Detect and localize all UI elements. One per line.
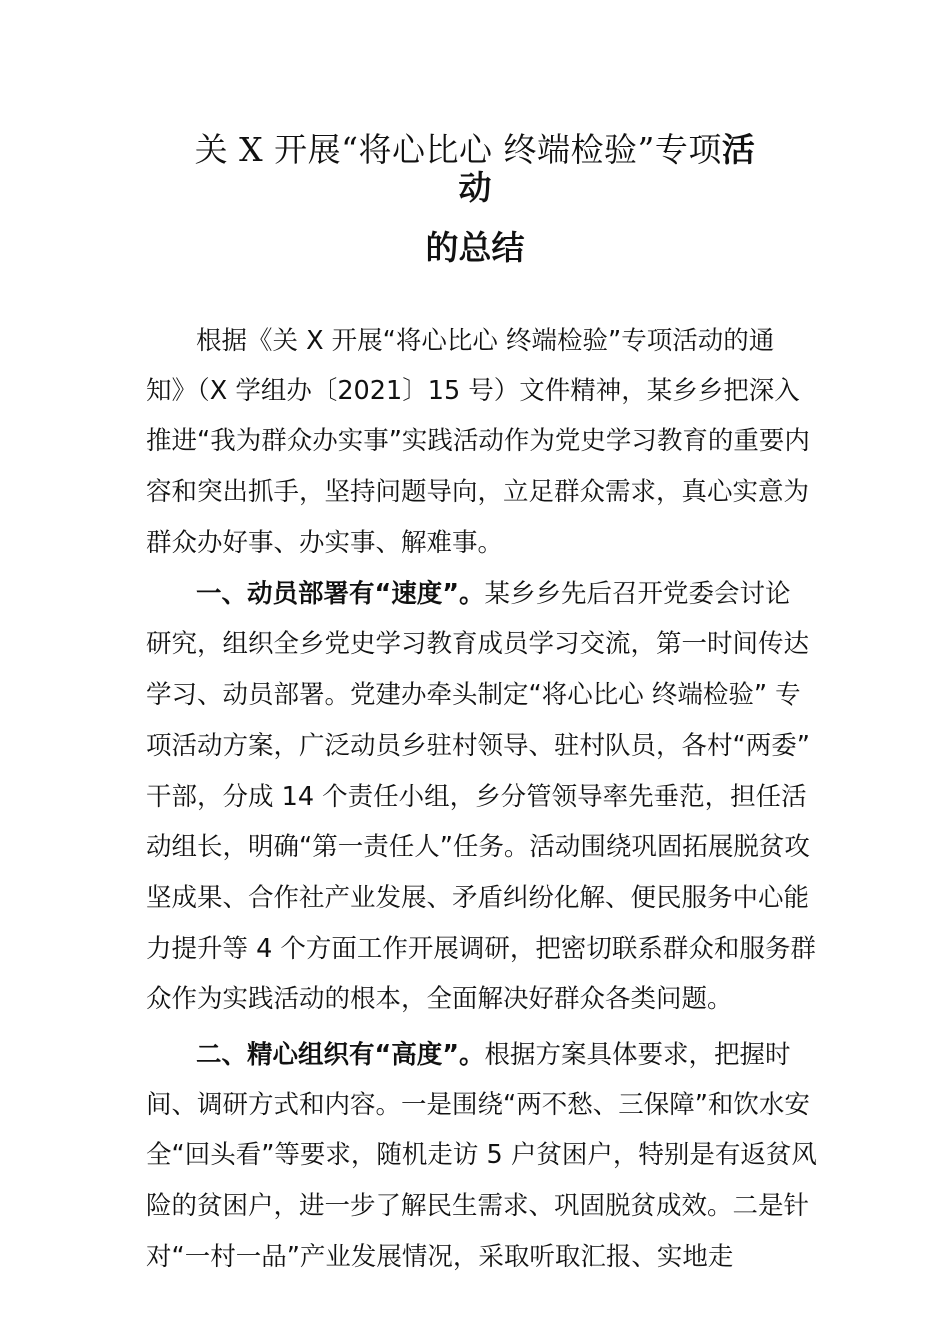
paragraph-line: 干部，分成 14 个责任小组，乡分管领导率先垂范，担任活 — [146, 782, 807, 812]
paragraph-text: 根据方案具体要求，把握时 — [484, 1040, 791, 1070]
title-text-part: 关 X 开展“将心比心 终端检验”专项 — [194, 130, 722, 169]
section-heading-2: 二、精心组织有“高度”。 — [196, 1040, 485, 1070]
paragraph-line: 根据《关 X 开展“将心比心 终端检验”专项活动的通 — [196, 326, 775, 356]
section-heading-1: 一、动员部署有“速度”。 — [196, 579, 485, 609]
paragraph-line: 学习、动员部署。党建办牵头制定“将心比心 终端检验” 专 — [146, 680, 801, 710]
document-title-line-1 — [0, 130, 950, 170]
paragraph-line — [196, 1030, 791, 1080]
paragraph-line: 力提升等 4 个方面工作开展调研，把密切联系群众和服务群 — [146, 934, 816, 964]
paragraph-line — [196, 569, 791, 619]
paragraph-line: 间、调研方式和内容。一是围绕“两不愁、三保障”和饮水安 — [146, 1090, 810, 1120]
title-text-bold-part: 活 — [721, 130, 756, 169]
document-title-line-2: 动 — [458, 168, 492, 207]
paragraph-line: 容和突出抓手，坚持问题导向，立足群众需求，真心实意为 — [146, 477, 810, 507]
paragraph-line: 险的贫困户，进一步了解民生需求、巩固脱贫成效。二是针 — [146, 1191, 810, 1221]
paragraph-line: 知》（X 学组办〔2021〕15 号）文件精神，某乡乡把深入 — [146, 376, 800, 406]
paragraph-line: 群众办好事、办实事、解难事。 — [146, 528, 504, 558]
paragraph-line: 对“一村一品”产业发展情况，采取听取汇报、实地走 — [146, 1242, 734, 1272]
paragraph-line: 全“回头看”等要求，随机走访 5 户贫困户，特别是有返贫风 — [146, 1140, 817, 1170]
paragraph-line: 坚成果、合作社产业发展、矛盾纠纷化解、便民服务中心能 — [146, 883, 810, 913]
paragraph-line: 推进“我为群众办实事”实践活动作为党史学习教育的重要内 — [146, 426, 810, 456]
paragraph-line: 研究，组织全乡党史学习教育成员学习交流，第一时间传达 — [146, 629, 810, 659]
paragraph-line: 项活动方案，广泛动员乡驻村领导、驻村队员，各村“两委” — [146, 731, 810, 761]
paragraph-line: 动组长，明确“第一责任人”任务。活动围绕巩固拓展脱贫攻 — [146, 832, 810, 862]
paragraph-line: 众作为实践活动的根本，全面解决好群众各类问题。 — [146, 984, 733, 1014]
document-title-line-3: 的总结 — [425, 228, 525, 267]
paragraph-text: 某乡乡先后召开党委会讨论 — [484, 579, 791, 609]
